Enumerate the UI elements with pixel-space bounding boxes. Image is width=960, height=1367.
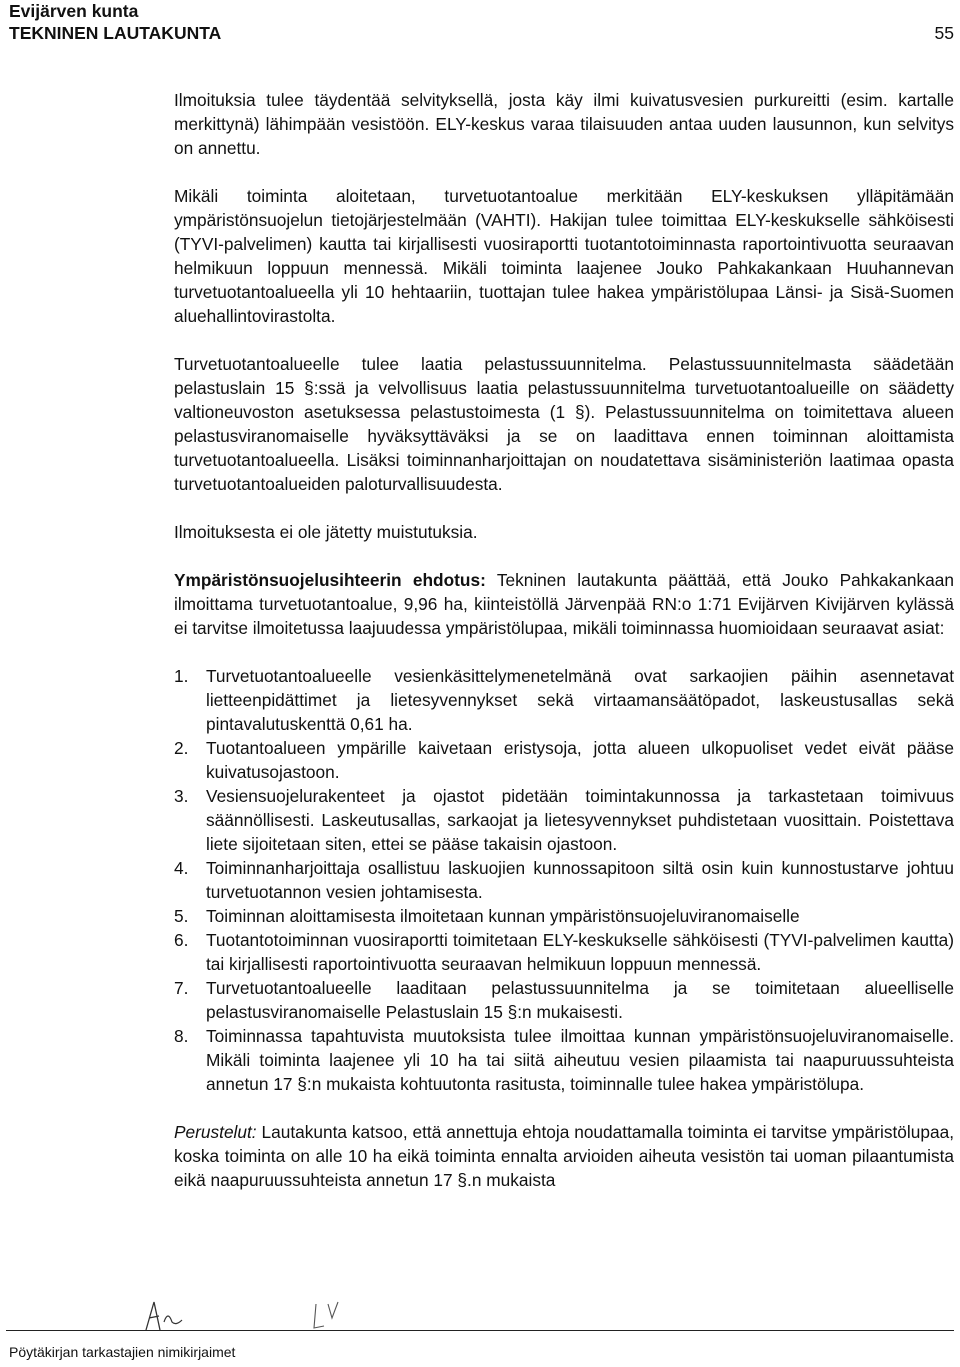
- paragraph-rescue-plan: Turvetuotantoalueelle tulee laatia pelastussuunnitelma. Pelastussuunnitelmasta säädetään pelastuslain 15 §:ssä ja velvollisuus laatia pelastussuunnitelma turvetuotantoalueille on säädetty valtioneuvoston asetuksessa pelastustoimesta (1 §). Pelastussuunnitelma on toimitettava alueen pelastusviranomaiselle hyväksyttäväksi ja se on laadittava ennen toiminnan aloittamista turvetuotantoalueella. Lisäksi toiminnanharjoittajan on noudatettava sisäministeriön laatimaa opasta turvetuotantoalueiden paloturvallisuudesta.: [174, 354, 954, 494]
- condition-number: 8.: [174, 1026, 189, 1046]
- condition-text: Toiminnanharjoittaja osallistuu laskuojien kunnossapitoon siltä osin kuin kunnostustarve johtuu turvetuotannon vesien johtamisesta.: [206, 858, 954, 902]
- footer-initials-label: Pöytäkirjan tarkastajien nimikirjaimet: [9, 1344, 236, 1360]
- condition-number: 4.: [174, 858, 189, 878]
- justification-lead: Perustelut:: [174, 1122, 257, 1142]
- paragraph-no-objections: Ilmoituksesta ei ole jätetty muistutuksia.: [174, 522, 478, 542]
- proposal-lead: Ympäristönsuojelusihteerin ehdotus:: [174, 570, 486, 590]
- list-item: [174, 976, 954, 1024]
- condition-number: 1.: [174, 666, 189, 686]
- condition-number: 5.: [174, 906, 189, 926]
- municipality-name: Evijärven kunta: [9, 1, 139, 21]
- condition-text: Tuotantotoiminnan vuosiraportti toimitetaan ELY-keskukselle sähköisesti (TYVI-palvelimen kautta) tai kirjallisesti raportointivuotta seuraavan helmikuun loppuun mennessä.: [206, 930, 954, 974]
- list-item: [174, 856, 954, 904]
- condition-text: Turvetuotantoalueelle laaditaan pelastussuunnitelma ja se toimitetaan alueelliselle pelastusviranomaiselle Pelastuslain 15 §:n mukaisesti.: [206, 978, 954, 1022]
- paragraph-report-supplement: Ilmoituksia tulee täydentää selvityksellä, josta käy ilmi kuivatusvesien purkureitti (esim. kartalle merkittynä) lähimpään vesistöön. ELY-keskus varaa tilaisuuden antaa uuden lausunnon, kun selvitys on annettu.: [174, 90, 954, 158]
- list-item: [174, 1024, 954, 1096]
- condition-number: 3.: [174, 786, 189, 806]
- conditions-list: [174, 664, 954, 1096]
- condition-number: 7.: [174, 978, 189, 998]
- list-item: [174, 784, 954, 856]
- footer-divider: [6, 1330, 954, 1331]
- condition-text: Toiminnassa tapahtuvista muutoksista tulee ilmoittaa kunnan ympäristönsuojeluviranomaiselle. Mikäli toiminta laajenee yli 10 ha tai siitä aiheutuu vesien pilaamista tai naapuruussuhteista annetun 17 §:n mukaista kohtuutonta rasitusta, toiminnalle tulee hakea ympäristölupa.: [206, 1026, 954, 1094]
- document-body: [174, 88, 954, 1192]
- list-item: [174, 736, 954, 784]
- list-item: [174, 904, 954, 928]
- paragraph-proposal: [174, 568, 954, 640]
- condition-text: Vesiensuojelurakenteet ja ojastot pidetään toimintakunnossa ja tarkastetaan toimivuus säännöllisesti. Laskeutusallas, sarkaojat ja lietesyvennykset puhdistetaan vuosittain. Poistettava liete sijoitetaan siten, ettei se pääse takaisin ojastoon.: [206, 786, 954, 854]
- condition-number: 6.: [174, 930, 189, 950]
- paragraph-justification: [174, 1120, 954, 1192]
- condition-text: Turvetuotantoalueelle vesienkäsittelymenetelmänä ovat sarkaojien päihin asennetavat lietteenpidättimet ja lietesyvennykset sekä virtaamansäätöpadot, laskeustusallas sekä pintavalutuskenttä 0,61 ha.: [206, 666, 954, 734]
- proposal-body: Tekninen lautakunta päättää, että Jouko Pahkakankaan ilmoittama turvetuotantoalue, 9,96 ha, kiinteistöllä Järvenpää RN:o 1:71 Evijärven Kivijärven kylässä ei tarvitse ilmoitetussa laajuudessa ympäristölupaa, mikäli toiminnassa huomioidaan seuraavat asiat:: [174, 570, 954, 638]
- inspector-initials-signature: [140, 1296, 340, 1332]
- paragraph-vahti-reporting: Mikäli toiminta aloitetaan, turvetuotantoalue merkitään ELY-keskuksen ylläpitämään ympäristönsuojelun tietojärjestelmään (VAHTI). Hakijan tulee toimittaa ELY-keskukselle sähköisesti (TYVI-palvelimen) kautta tai kirjallisesti vuosiraportti tuotantotoiminnasta raportointivuotta seuraavan helmikuun loppuun mennessä. Mikäli toiminta laajenee Jouko Pahkakankaan Huuhannevan turvetuotantoalueella yli 10 hehtaariin, tuottajan tulee hakea ympäristölupaa Länsi- ja Sisä-Suomen aluehallintovirastolta.: [174, 186, 954, 326]
- board-name: TEKNINEN LAUTAKUNTA: [9, 23, 222, 43]
- page-number: 55: [934, 23, 954, 43]
- condition-number: 2.: [174, 738, 189, 758]
- list-item: [174, 664, 954, 736]
- justification-body: Lautakunta katsoo, että annettuja ehtoja noudattamalla toiminta ei tarvitse ympäristölupaa, koska toiminta on alle 10 ha eikä toiminta ennalta arvioiden aiheuta vesistön tai uoman pilaantumista eikä naapuruussuhteista annetun 17 §.n mukaista: [174, 1122, 954, 1190]
- condition-text: Tuotantoalueen ympärille kaivetaan eristysoja, jotta alueen ulkopuoliset vedet eivät pääse kuivatusojastoon.: [206, 738, 954, 782]
- list-item: [174, 928, 954, 976]
- condition-text: Toiminnan aloittamisesta ilmoitetaan kunnan ympäristönsuojeluviranomaiselle: [206, 906, 800, 926]
